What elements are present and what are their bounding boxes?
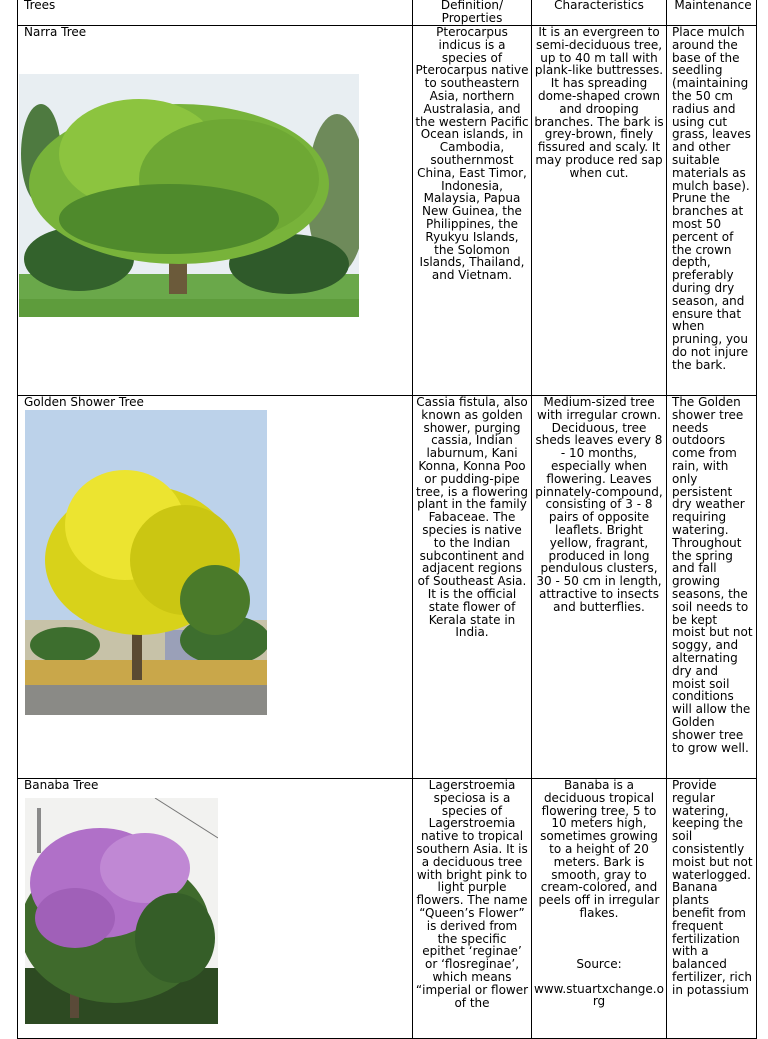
characteristics-cell: It is an evergreen to semi-deciduous tree, up to 40 m tall with plank-like buttresses. It has spreading dome-shaped crown and drooping branches. The bark is grey-brown, finely fissured and scaly. It may produce red sap when cut.: [532, 26, 667, 396]
maintenance-cell: Provide regular watering, keeping the soil consistently moist but not waterlogged. Banana plants benefit from frequent fertilization with a balanced fertilizer, rich in potassium: [667, 779, 757, 1039]
maintenance-cell: Place mulch around the base of the seedling (maintaining the 50 cm radius and using cut grass, leaves and other suitable materials as mulch base). Prune the branches at most 50 percent of the crown depth, preferably during dry season, and ensure that when pruning, you do not injure the bark.: [667, 26, 757, 396]
header-trees: Trees: [18, 0, 413, 26]
tree-name: Golden Shower Tree: [24, 395, 144, 409]
header-definition: Definition/ Properties: [413, 0, 532, 26]
characteristics-cell: Medium-sized tree with irregular crown. Deciduous, tree sheds leaves every 8 - 10 months, especially when flowering. Leaves pinnately-compound, consisting of 3 - 8 pairs of opposite leaflets. Bright yellow, fragrant, produced in long pendulous clusters, 30 - 50 cm in length, attractive to insects and butterflies.: [532, 396, 667, 779]
header-maintenance: Maintenance: [667, 0, 757, 26]
golden-shower-tree-image: [25, 410, 267, 715]
source-label: Source:: [576, 956, 622, 971]
narra-tree-image: [19, 74, 359, 317]
maintenance-cell: The Golden shower tree needs outdoors come from rain, with only persistent dry weather requiring watering. Throughout the spring and fall growing seasons, the soil needs to be kept moist but not soggy, and alternating dry and moist soil conditions will allow the Golden shower tree to grow well.: [667, 396, 757, 779]
header-row: [18, 0, 757, 26]
characteristics-text: Banaba is a deciduous tropical flowering tree, 5 to 10 meters high, sometimes growing to a height of 20 meters. Bark is smooth, gray to cream-colored, and peels off in irregular flakes.: [538, 778, 660, 920]
banaba-tree-image: [25, 798, 218, 1024]
definition-cell: Pterocarpus indicus is a species of Pterocarpus native to southeastern Asia, northern Australasia, and the western Pacific Ocean islands, in Cambodia, southernmost China, East Timor, Indonesia, Malaysia, Papua New Guinea, the Philippines, the Ryukyu Islands, the Solomon Islands, Thailand, and Vietnam.: [413, 26, 532, 396]
definition-cell: Cassia fistula, also known as golden shower, purging cassia, Indian laburnum, Kani Konna, Konna Poo or pudding-pipe tree, is a flowering plant in the family Fabaceae. The species is native to the Indian subcontinent and adjacent regions of Southeast Asia. It is the official state flower of Kerala state in India.: [413, 396, 532, 779]
source-url: www.stuartxchange.org: [534, 981, 664, 1009]
header-characteristics: Characteristics: [532, 0, 667, 26]
tree-name: Banaba Tree: [24, 778, 99, 792]
characteristics-cell: [532, 779, 667, 1039]
definition-cell: Lagerstroemia speciosa is a species of Lagerstroemia native to tropical southern Asia. It is a deciduous tree with bright pink to light purple flowers. The name “Queen’s Flower” is derived from the specific epithet ‘reginae’ or ‘flosreginae’, which means “imperial or flower of the: [413, 779, 532, 1039]
tree-name: Narra Tree: [24, 25, 87, 39]
